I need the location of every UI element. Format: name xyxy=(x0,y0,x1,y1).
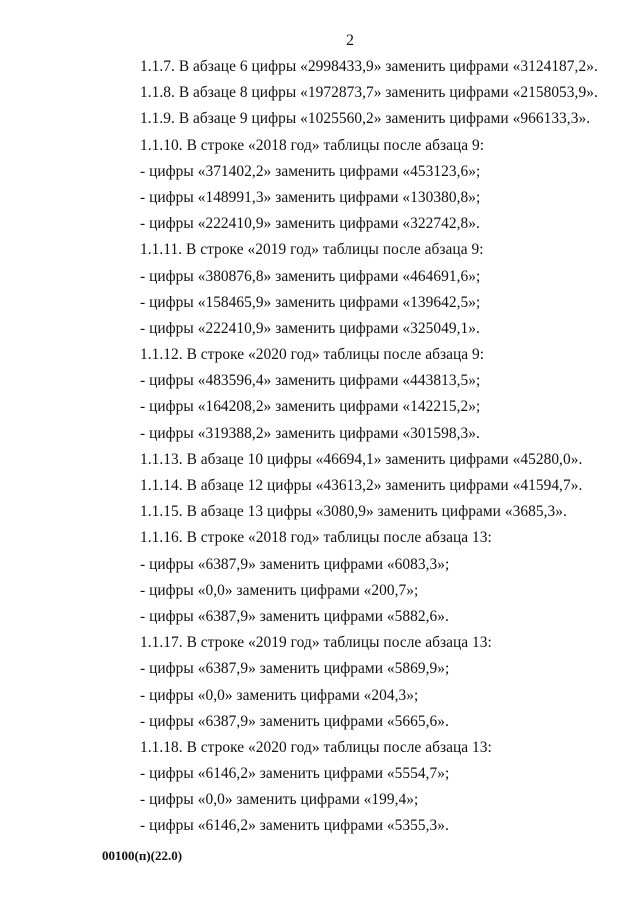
list-item: - цифры «158465,9» заменить цифрами «139642,5»; xyxy=(140,293,481,311)
paragraph-1-1-7: 1.1.7. В абзаце 6 цифры «2998433,9» заменить цифрами «3124187,2». xyxy=(140,58,598,75)
paragraph-1-1-17: 1.1.17. В строке «2019 год» таблицы после абзаца 13: xyxy=(140,634,492,652)
paragraph-1-1-10: 1.1.10. В строке «2018 год» таблицы после абзаца 9: xyxy=(140,136,485,154)
paragraph-1-1-9: 1.1.9. В абзаце 9 цифры «1025560,2» заменить цифрами «966133,3». xyxy=(140,110,591,128)
paragraph-1-1-13: 1.1.13. В абзаце 10 цифры «46694,1» заменить цифрами «45280,0». xyxy=(140,450,583,468)
list-item: - цифры «319388,2» заменить цифрами «301598,3». xyxy=(140,424,480,442)
list-item: - цифры «222410,9» заменить цифрами «322742,8». xyxy=(140,215,480,233)
paragraph-1-1-15: 1.1.15. В абзаце 13 цифры «3080,9» заменить цифрами «3685,3». xyxy=(140,503,567,521)
list-item: - цифры «164208,2» заменить цифрами «142215,2»; xyxy=(140,398,481,416)
page-number: 2 xyxy=(346,32,354,49)
list-item: - цифры «6387,9» заменить цифрами «6083,3»; xyxy=(140,555,450,573)
paragraph-1-1-14: 1.1.14. В абзаце 12 цифры «43613,2» заменить цифрами «41594,7». xyxy=(140,477,583,494)
list-item: - цифры «483596,4» заменить цифрами «443813,5»; xyxy=(140,372,481,390)
list-item: - цифры «6387,9» заменить цифрами «5882,6». xyxy=(140,607,449,625)
list-item: - цифры «6146,2» заменить цифрами «5554,7»; xyxy=(140,765,450,783)
list-item: - цифры «380876,8» заменить цифрами «464691,6»; xyxy=(140,267,481,285)
list-item: - цифры «0,0» заменить цифрами «200,7»; xyxy=(140,581,419,599)
paragraph-1-1-18: 1.1.18. В строке «2020 год» таблицы после абзаца 13: xyxy=(140,738,492,756)
list-item: - цифры «6387,9» заменить цифрами «5869,9»; xyxy=(140,660,450,678)
list-item: - цифры «371402,2» заменить цифрами «453123,6»; xyxy=(140,162,481,180)
list-item: - цифры «222410,9» заменить цифрами «325049,1». xyxy=(140,319,480,337)
paragraph-1-1-8: 1.1.8. В абзаце 8 цифры «1972873,7» заменить цифрами «2158053,9». xyxy=(140,84,598,102)
paragraph-1-1-12: 1.1.12. В строке «2020 год» таблицы после абзаца 9: xyxy=(140,346,485,364)
document-code-footer: 00100(п)(22.0) xyxy=(102,848,183,863)
list-item: - цифры «0,0» заменить цифрами «204,3»; xyxy=(140,686,419,704)
list-item: - цифры «0,0» заменить цифрами «199,4»; xyxy=(140,791,419,809)
paragraph-1-1-16: 1.1.16. В строке «2018 год» таблицы после абзаца 13: xyxy=(140,529,492,547)
list-item: - цифры «6146,2» заменить цифрами «5355,3». xyxy=(140,817,449,835)
document-body xyxy=(140,54,610,840)
list-item: - цифры «6387,9» заменить цифрами «5665,6». xyxy=(140,712,449,730)
list-item: - цифры «148991,3» заменить цифрами «130380,8»; xyxy=(140,188,481,206)
paragraph-1-1-11: 1.1.11. В строке «2019 год» таблицы после абзаца 9: xyxy=(140,241,484,259)
